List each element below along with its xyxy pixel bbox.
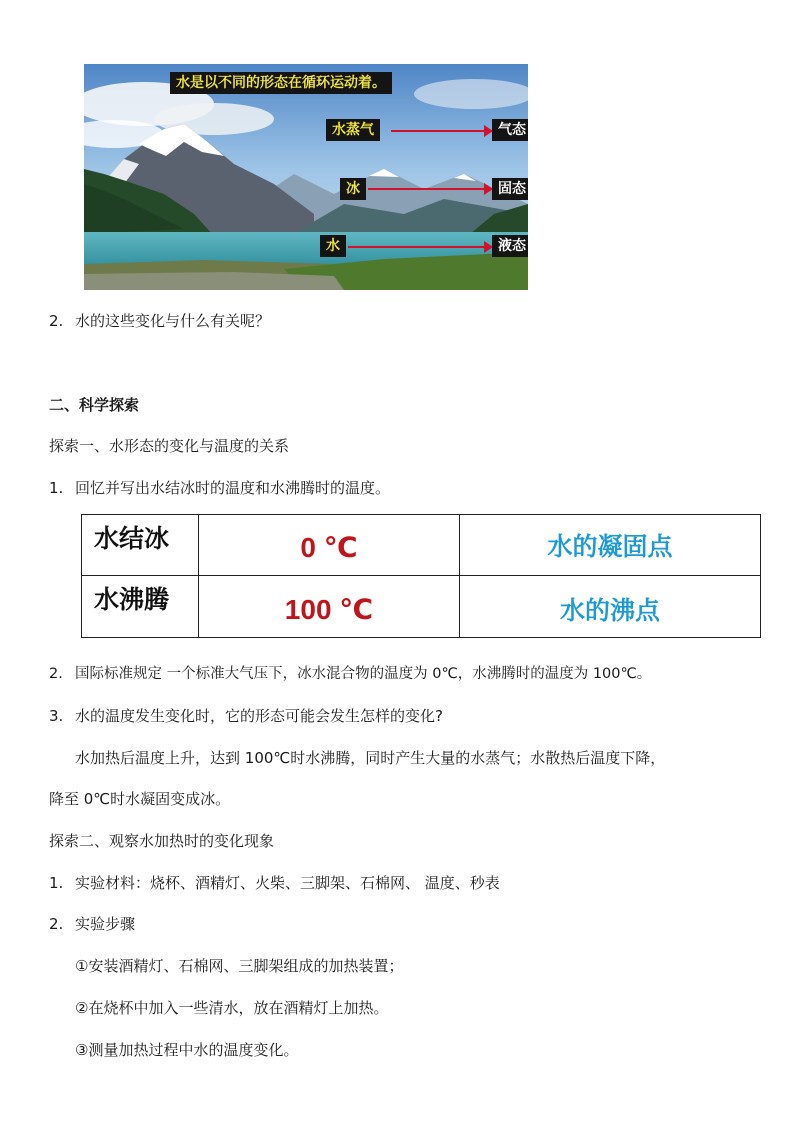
section-title: 二、科学探索 bbox=[49, 396, 140, 414]
step-item: ①安装酒精灯、石棉网、三脚架组成的加热装置； bbox=[75, 957, 404, 975]
question-number: 1. bbox=[49, 874, 64, 892]
temperature-table bbox=[81, 514, 761, 638]
state-liquid: 液态 bbox=[492, 235, 528, 257]
question-2 bbox=[49, 311, 270, 331]
state-solid: 固态 bbox=[492, 178, 528, 200]
table-row-label: 水结冰 bbox=[94, 524, 170, 553]
explore1-question-1 bbox=[49, 478, 390, 498]
photo-caption: 水是以不同的形态在循环运动着。 bbox=[170, 72, 392, 94]
label-ice: 冰 bbox=[340, 178, 366, 200]
question-text: 水的温度发生变化时，它的形态可能会发生怎样的变化? bbox=[75, 707, 443, 725]
question-number: 2. bbox=[49, 915, 64, 933]
table-row-label: 水沸腾 bbox=[94, 585, 170, 614]
table-note: 水的凝固点 bbox=[547, 532, 673, 561]
answer-line-2: 降至 0℃时水凝固变成冰。 bbox=[49, 790, 231, 808]
question-text: 水的这些变化与什么有关呢？ bbox=[75, 312, 271, 330]
water-cycle-photo bbox=[84, 64, 528, 290]
steps-title bbox=[49, 914, 135, 934]
question-number: 1. bbox=[49, 479, 64, 497]
landscape-image bbox=[84, 64, 528, 290]
step-item: ③测量加热过程中水的温度变化。 bbox=[75, 1041, 299, 1059]
table-note: 水的沸点 bbox=[559, 596, 660, 625]
explore1-question-3 bbox=[49, 706, 443, 726]
question-text: 国际标准规定 一个标准大气压下，冰水混合物的温度为 0℃，水沸腾时的温度为 100℃。 bbox=[75, 666, 652, 682]
state-gas: 气态 bbox=[492, 119, 528, 141]
arrow-vapor bbox=[391, 130, 488, 132]
arrow-ice bbox=[368, 188, 488, 190]
step-item: ②在烧杯中加入一些清水，放在酒精灯上加热。 bbox=[75, 999, 389, 1017]
explore1-question-2 bbox=[49, 664, 651, 684]
label-water-vapor: 水蒸气 bbox=[326, 119, 380, 141]
arrow-water bbox=[348, 246, 488, 248]
table-value: 100 ℃ bbox=[284, 593, 374, 625]
question-number: 3. bbox=[49, 707, 64, 725]
question-number: 2. bbox=[49, 312, 64, 330]
question-number: 2. bbox=[49, 666, 63, 682]
steps-title-text: 实验步骤 bbox=[75, 915, 136, 933]
question-text: 回忆并写出水结冰时的温度和水沸腾时的温度。 bbox=[75, 479, 391, 497]
materials-text: 实验材料：烧杯、酒精灯、火柴、三脚架、石棉网、 温度、秒表 bbox=[75, 874, 500, 892]
materials-line bbox=[49, 873, 500, 893]
label-water: 水 bbox=[320, 235, 346, 257]
table-value: 0 ℃ bbox=[300, 531, 358, 563]
answer-line-1: 水加热后温度上升，达到 100℃时水沸腾，同时产生大量的水蒸气；水散热后温度下降， bbox=[75, 749, 666, 767]
explore1-title: 探索一、水形态的变化与温度的关系 bbox=[49, 437, 290, 455]
explore2-title: 探索二、观察水加热时的变化现象 bbox=[49, 832, 275, 850]
